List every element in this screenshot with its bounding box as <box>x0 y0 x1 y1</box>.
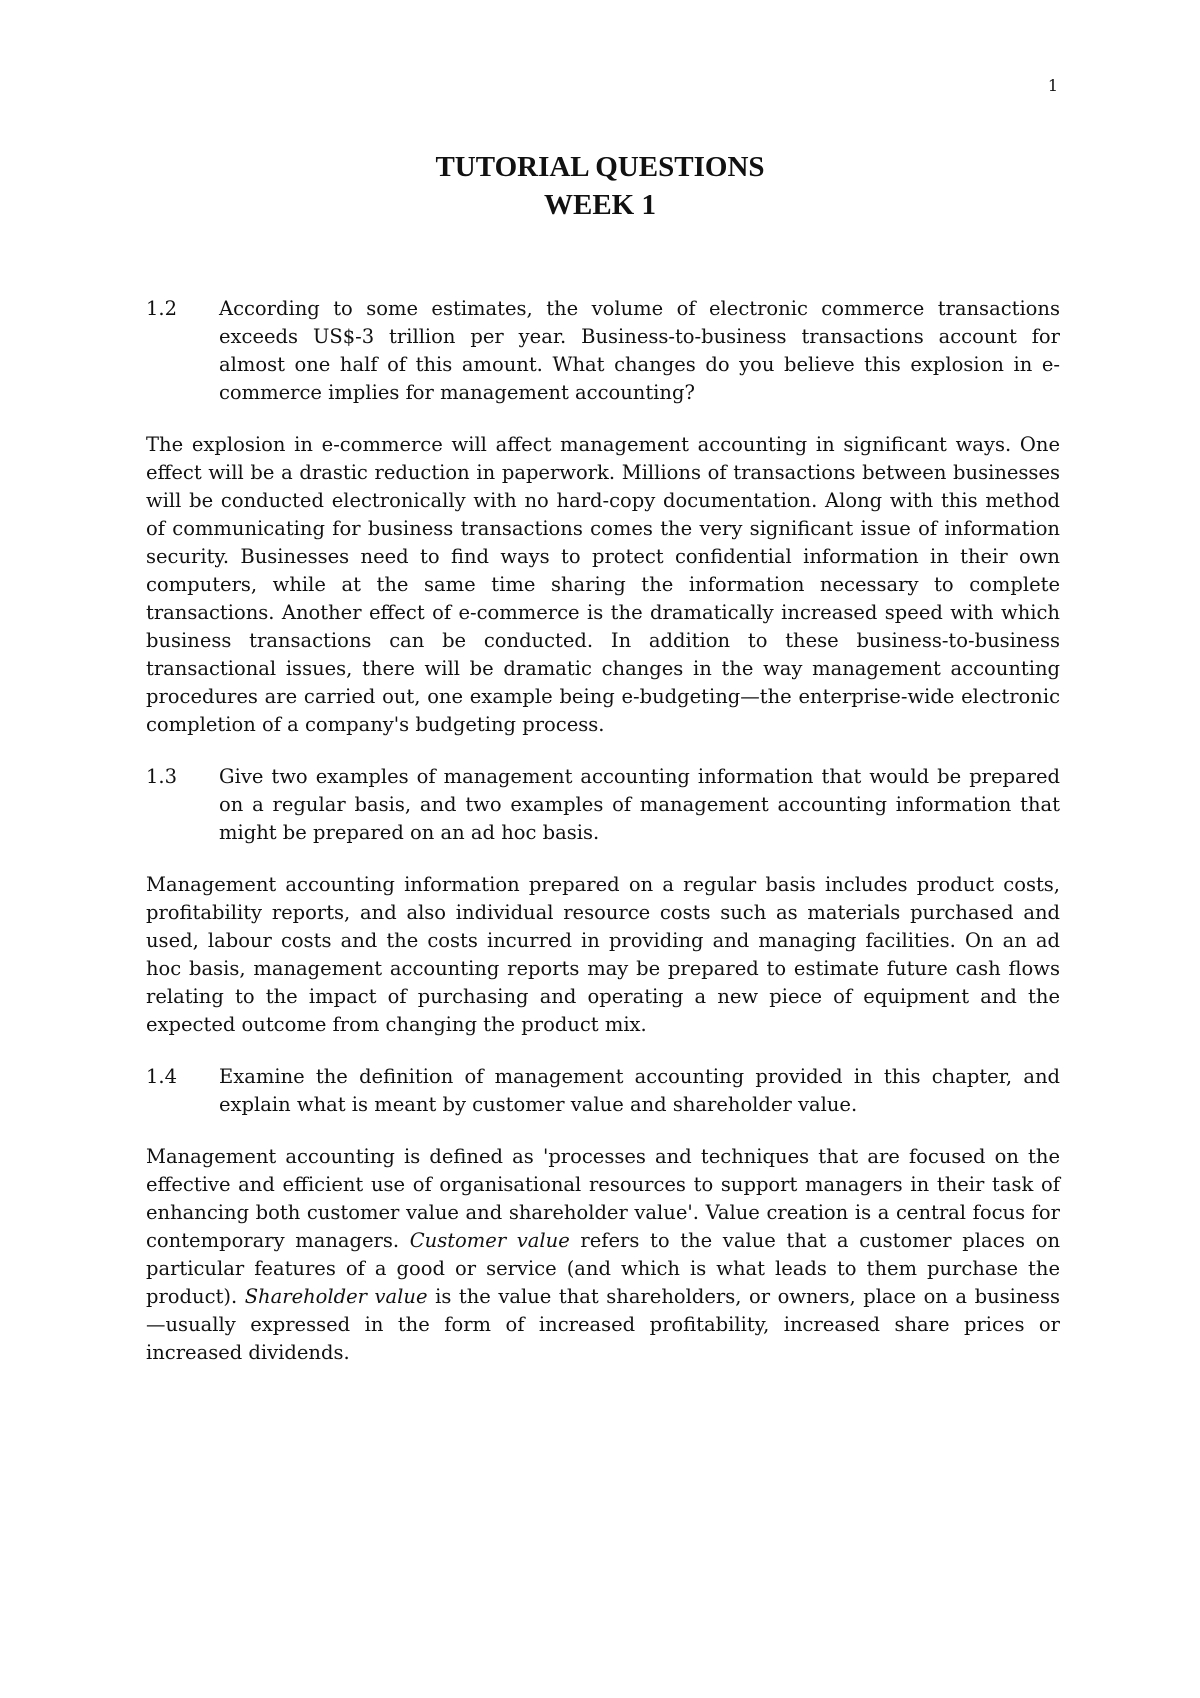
question-1-2 <box>146 295 1060 407</box>
question-text: Give two examples of management accounting information that would be prepared on a regular basis, and two examples of management accounting information that might be prepared on an ad hoc basis. <box>219 765 1060 844</box>
answer-text: refers to the value that a customer places on particular features of a good or service (and which is what leads to them purchase the product). <box>146 1229 1061 1308</box>
question-1-3 <box>146 763 1060 847</box>
page-title <box>0 148 1200 224</box>
answer-1-2: The explosion in e-commerce will affect management accounting in significant ways. One effect will be a drastic reduction in paperwork. Millions of transactions between businesses will be conducted electronically with no hard-copy documentation. Along with this method of communicating for business transactions comes the very significant issue of information security. Businesses need to find ways to protect confidential information in their own computers, while at the same time sharing the information necessary to complete transactions. Another effect of e-commerce is the dramatically increased speed with which business transactions can be conducted. In addition to these business-to-business transactional issues, there will be dramatic changes in the way management accounting procedures are carried out, one example being e-budgeting—the enterprise-wide electronic completion of a company's budgeting process. <box>146 433 1060 736</box>
question-number: 1.2 <box>146 297 178 320</box>
title-line-1: TUTORIAL QUESTIONS <box>435 151 765 183</box>
question-number: 1.3 <box>146 765 178 788</box>
answer-text: Management accounting is defined as 'processes and techniques that are focused on the effective and efficient use of organisational resources to support managers in their task of enhancing both customer value and shareholder value'. Value creation is a central focus for contemporary managers. <box>146 1145 1060 1252</box>
question-number: 1.4 <box>146 1065 178 1088</box>
term-customer-value: Customer value <box>409 1229 570 1252</box>
document-body <box>146 295 1060 1367</box>
answer-1-3: Management accounting information prepared on a regular basis includes product costs, profitability reports, and also individual resource costs such as materials purchased and used, labour costs and the costs incurred in providing and managing facilities. On an ad hoc basis, management accounting reports may be prepared to estimate future cash flows relating to the impact of purchasing and operating a new piece of equipment and the expected outcome from changing the product mix. <box>146 873 1060 1036</box>
page-number: 1 <box>1047 76 1058 95</box>
answer-1-4 <box>146 1143 1060 1367</box>
term-shareholder-value: Shareholder value <box>244 1285 428 1308</box>
question-text: According to some estimates, the volume of electronic commerce transactions exceeds US$-3 trillion per year. Business-to-business transactions account for almost one half of this amount. What changes do you believe this explosion in e-commerce implies for management accounting? <box>219 297 1060 404</box>
question-text: Examine the definition of management accounting provided in this chapter, and explain what is meant by customer value and shareholder value. <box>219 1065 1060 1116</box>
title-line-2: WEEK 1 <box>544 189 656 221</box>
question-1-4 <box>146 1063 1060 1119</box>
answer-text: is the value that shareholders, or owners, place on a business—usually expressed in the form of increased profitability, increased share prices or increased dividends. <box>146 1285 1060 1364</box>
